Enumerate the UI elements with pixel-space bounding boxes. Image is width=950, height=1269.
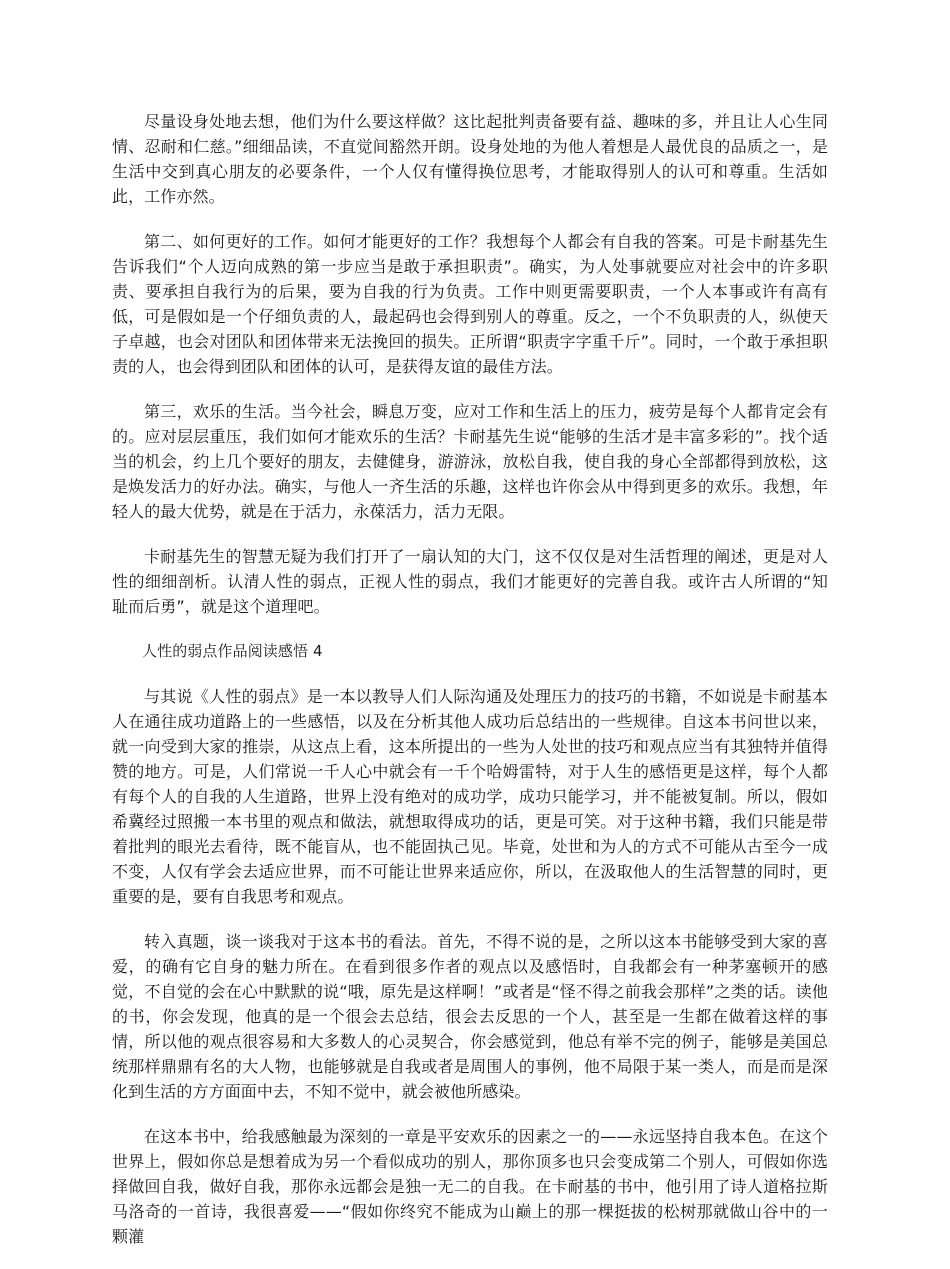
paragraph-happy-life: 第三，欢乐的生活。当今社会，瞬息万变，应对工作和生活上的压力，疲劳是每个人都肯定会有的。应对层层重压，我们如何才能欢乐的生活？卡耐基先生说“能够的生活才是丰富多彩的”。找个适当的机会，约上几个要好的朋友，去健健身，游游泳，放松自我，使自我的身心全部都得到放松，这是焕发活力的好办法。确实，与他人一齐生活的乐趣，这样也许你会从中得到更多的欢乐。我想，年轻人的最大优势，就是在于活力，永葆活力，活力无限。 <box>112 402 828 521</box>
paragraph-be-yourself: 在这本书中，给我感触最为深刻的一章是平安欢乐的因素之一的——永远坚持自我本色。在这个世界上，假如你总是想着成为另一个看似成功的别人，那你顶多也只会变成第二个别人，可假如你选择做回自我，做好自我，那你永远都会是独一无二的自我。在卡耐基的书中，他引用了诗人道格拉斯马洛奇的一首诗，我很喜爱——“假如你终究不能成为山巅上的那一棵挺拔的松树那就做山谷中的一颗灌 <box>112 1127 828 1246</box>
paragraph-empathy: 尽量设身处地去想，他们为什么要这样做？这比起批判责备要有益、趣味的多，并且让人心生同情、忍耐和仁慈。”细细品读，不直觉间豁然开朗。设身处地的为他人着想是人最优良的品质之一，是生活中交到真心朋友的必要条件，一个人仅有懂得换位思考，才能取得别人的认可和尊重。生活如此，工作亦然。 <box>112 112 828 206</box>
paragraph-book-views: 转入真题，谈一谈我对于这本书的看法。首先，不得不说的是，之所以这本书能够受到大家的喜爱，的确有它自身的魅力所在。在看到很多作者的观点以及感悟时，自我都会有一种茅塞顿开的感觉，不自觉的会在心中默默的说“哦，原先是这样啊！”或者是“怪不得之前我会那样”之类的话。读他的书，你会发现，他真的是一个很会去总结，很会去反思的一个人，甚至是一生都在做着这样的事情，所以他的观点很容易和大多数人的心灵契合，你会感觉到，他总有举不完的例子，能够是美国总统那样鼎鼎有名的大人物，也能够就是自我或者是周围人的事例，他不局限于某一类人，而是而是深化到生活的方方面面中去，不知不觉中，就会被他所感染。 <box>112 932 828 1101</box>
document-body <box>112 109 828 1269</box>
paragraph-book-intro: 与其说《人性的弱点》是一本以教导人们人际沟通及处理压力的技巧的书籍，不如说是卡耐基本人在通往成功道路上的一些感悟，以及在分析其他人成功后总结出的一些规律。自这本书问世以来，就一向受到大家的推崇，从这点上看，这本所提出的一些为人处世的技巧和观点应当有其独特并值得赞的地方。可是，人们常说一千人心中就会有一千个哈姆雷特，对于人生的感悟更是这样，每个人都有每个人的自我的人生道路，世界上没有绝对的成功学，成功只能学习，并不能被复制。所以，假如希冀经过照搬一本书里的观点和做法，就想取得成功的话，更是可笑。对于这种书籍，我们只能是带着批判的眼光去看待，既不能盲从，也不能固执己见。毕竟，处世和为人的方式不可能从古至今一成不变，人仅有学会去适应世界，而不可能让世界来适应你，所以，在汲取他人的生活智慧的同时，更重要的是，要有自我思考和观点。 <box>112 687 828 906</box>
section-heading: 人性的弱点作品阅读感悟 4 <box>142 642 323 660</box>
paragraph-work: 第二、如何更好的工作。如何才能更好的工作？我想每个人都会有自我的答案。可是卡耐基先生告诉我们“个人迈向成熟的第一步应当是敢于承担职责”。确实，为人处事就要应对社会中的许多职责、要承担自我行为的后果，要为自我的行为负责。工作中则更需要职责，一个人本事或许有高有低，可是假如是一个仔细负责的人，最起码也会得到别人的尊重。反之，一个不负职责的人，纵使天子卓越，也会对团队和团体带来无法挽回的损失。正所谓“职责字字重千斤”。同时，一个敢于承担职责的人，也会得到团队和团体的认可，是获得友谊的最佳方法。 <box>112 232 828 376</box>
paragraph-carnegie-wisdom: 卡耐基先生的智慧无疑为我们打开了一扇认知的大门，这不仅仅是对生活哲理的阐述，更是对人性的细细剖析。认清人性的弱点，正视人性的弱点，我们才能更好的完善自我。或许古人所谓的“知耻而后勇”，就是这个道理吧。 <box>112 547 828 616</box>
